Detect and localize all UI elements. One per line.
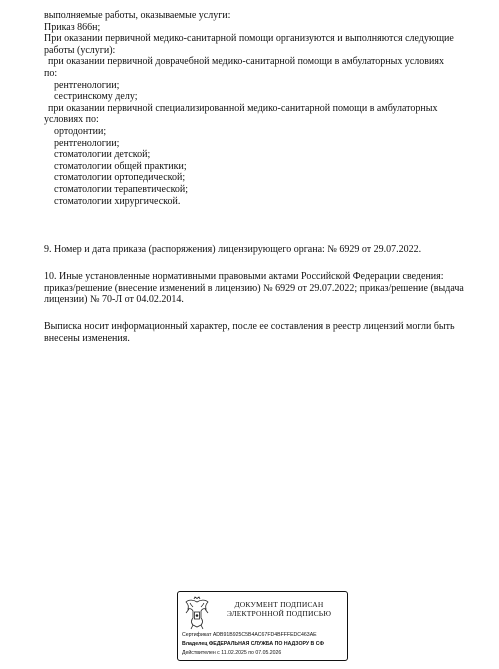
item-10-paragraph: [44, 271, 489, 306]
service-item: стоматологии хирургической.: [54, 195, 181, 207]
services-line: выполняемые работы, оказываемые услуги:: [44, 10, 231, 21]
service-item: стоматологии общей практики;: [54, 160, 187, 172]
service-item: стоматологии ортопедической;: [54, 172, 186, 184]
stamp-certificate: Сертификат ADB91B925C5B4AC67FD4BFFFEDC463AE: [182, 632, 317, 638]
service-item: ортодонтии;: [54, 125, 107, 137]
stamp-validity: Действителен с 11.02.2025 по 07.05.2026: [182, 650, 282, 656]
service-item: сестринскому делу;: [54, 91, 138, 103]
services-subheading: при оказании первичной специализированной медико-санитарной помощи в амбулаторных: [48, 102, 438, 114]
item-10-text: лицензии) № 70-Л от 04.02.2014.: [44, 294, 184, 306]
stamp-title-line: ДОКУМЕНТ ПОДПИСАН: [234, 600, 324, 609]
e-signature-stamp: [177, 591, 348, 661]
services-line: работы (услуги):: [44, 44, 116, 56]
services-subheading: при оказании первичной доврачебной медико-санитарной помощи в амбулаторных условиях: [48, 56, 444, 68]
stamp-title: [214, 600, 344, 618]
stamp-title-line: ЭЛЕКТРОННОЙ ПОДПИСЬЮ: [226, 609, 332, 618]
services-list: [44, 10, 489, 207]
service-item: рентгенологии;: [54, 137, 120, 149]
item-9-text: 9. Номер и дата приказа (распоряжения) лицензирующего органа: № 6929 от 29.07.2022.: [44, 244, 422, 255]
item-10-text: 10. Иные установленные нормативными правовыми актами Российской Федерации сведения:: [44, 271, 444, 282]
coat-of-arms-icon: [183, 596, 211, 630]
service-item: стоматологии терапевтической;: [54, 183, 189, 195]
service-item: рентгенологии;: [54, 79, 120, 91]
service-item: стоматологии детской;: [54, 149, 151, 161]
services-line: по:: [44, 67, 58, 79]
item-9-paragraph: [44, 244, 489, 256]
services-line: При оказании первичной медико-санитарной помощи организуются и выполняются следующие: [44, 33, 454, 45]
order-reference: Приказ 866н;: [44, 21, 101, 33]
stamp-owner: Владелец ФЕДЕРАЛЬНАЯ СЛУЖБА ПО НАДЗОРУ В СФ: [182, 641, 324, 647]
note-text: внесены изменения.: [44, 332, 130, 344]
services-line: условиях по:: [44, 114, 99, 126]
note-paragraph: [44, 321, 489, 344]
item-10-text: приказ/решение (внесение изменений в лицензию) № 6929 от 29.07.2022; приказ/решение (выдача: [44, 282, 464, 294]
note-text: Выписка носит информационный характер, после ее составления в реестр лицензий могли быть: [44, 321, 455, 332]
